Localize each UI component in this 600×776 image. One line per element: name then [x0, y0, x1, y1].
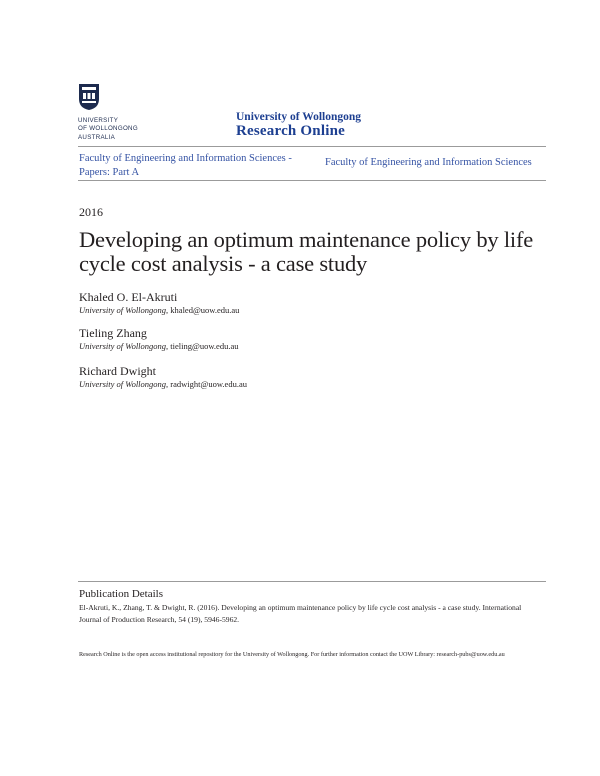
publication-details-heading: Publication Details	[79, 588, 164, 600]
author-email[interactable]: radwight@uow.edu.au	[170, 379, 247, 389]
breadcrumb-faculty-link[interactable]: Faculty of Engineering and Information Sciences	[325, 157, 532, 168]
logo-line: OF WOLLONGONG	[78, 125, 138, 133]
publication-year: 2016	[79, 205, 103, 219]
divider	[78, 180, 546, 181]
repository-footer: Research Online is the open access institutional repository for the University of Wollongong. For further information contact the UOW Library: research-pubs@uow.edu.au	[79, 651, 505, 658]
breadcrumb-collection-link[interactable]: Faculty of Engineering and Information Sciences - Papers: Part A	[79, 153, 292, 178]
logo-line: AUSTRALIA	[78, 133, 116, 141]
author-email[interactable]: tieling@uow.edu.au	[170, 341, 239, 351]
logo-line: UNIVERSITY	[78, 117, 119, 124]
affiliation-name: University of Wollongong	[79, 341, 167, 351]
affiliation-name: University of Wollongong	[79, 379, 167, 389]
university-name[interactable]: University of Wollongong	[236, 111, 362, 123]
author-name: Richard Dwight	[79, 364, 156, 378]
author-affiliation: University of Wollongong, khaled@uow.edu.au	[79, 305, 240, 315]
publication-citation: El-Akruti, K., Zhang, T. & Dwight, R. (2016). Developing an optimum maintenance policy by life cycle cost analysis - a case study. International Journal of Production Research, 54 (19), 5946-5962.	[79, 603, 522, 624]
divider	[78, 146, 546, 147]
author-email[interactable]: khaled@uow.edu.au	[170, 305, 240, 315]
university-logo	[78, 83, 150, 141]
paper-title: Developing an optimum maintenance policy by life cycle cost analysis - a case study	[79, 227, 534, 276]
affiliation-name: University of Wollongong	[79, 305, 167, 315]
repository-name[interactable]: Research Online	[236, 123, 345, 139]
author-name: Khaled O. El-Akruti	[79, 290, 178, 304]
divider	[78, 581, 546, 582]
author-affiliation: University of Wollongong, radwight@uow.edu.au	[79, 379, 247, 389]
crest-icon	[78, 83, 100, 111]
author-affiliation: University of Wollongong, tieling@uow.edu.au	[79, 341, 239, 351]
author-name: Tieling Zhang	[79, 326, 147, 340]
